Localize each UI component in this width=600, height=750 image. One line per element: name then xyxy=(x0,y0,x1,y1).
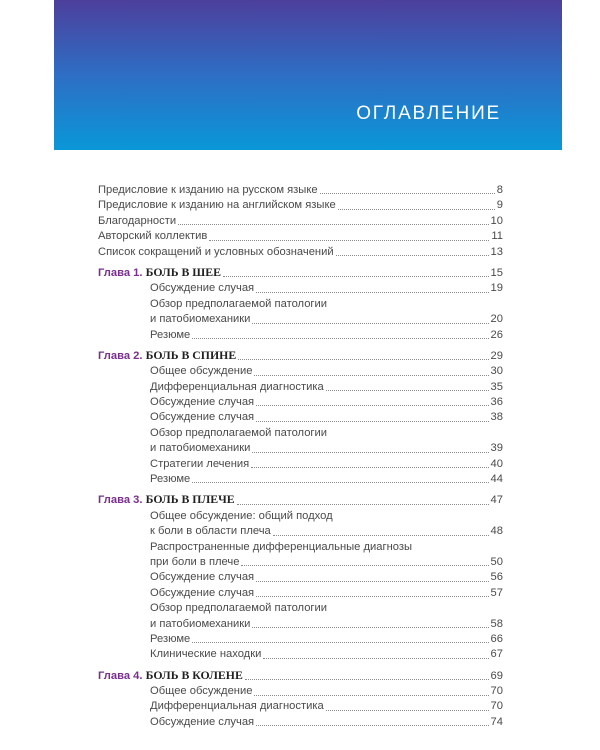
dot-leader xyxy=(256,581,488,582)
toc-entry-title: и патобиомеханики xyxy=(150,442,251,455)
toc-page-number: 30 xyxy=(490,365,503,378)
toc-entry-title: при боли в плече xyxy=(150,555,240,568)
chapter-entry[interactable] xyxy=(98,349,503,364)
toc-entry[interactable] xyxy=(98,410,503,425)
toc-entry-title: Общее обсуждение xyxy=(150,685,253,698)
toc-entry-title: Дифференциальная диагностика xyxy=(150,380,324,393)
chapter-heading xyxy=(98,265,221,281)
toc-page-number: 39 xyxy=(490,442,503,455)
toc-page-number: 40 xyxy=(490,457,503,470)
toc-entry[interactable] xyxy=(98,328,503,343)
toc-page-number: 20 xyxy=(490,313,503,326)
toc-page-number: 15 xyxy=(490,266,503,279)
book-page xyxy=(54,0,562,750)
toc-entry[interactable] xyxy=(98,700,503,715)
dot-leader xyxy=(252,452,488,453)
dot-leader xyxy=(256,725,488,726)
toc-entry[interactable] xyxy=(98,632,503,647)
dot-leader xyxy=(256,596,488,597)
dot-leader xyxy=(252,323,488,324)
toc-page-number: 9 xyxy=(496,199,503,212)
toc-entry[interactable] xyxy=(98,555,503,570)
toc-entry-title: Обсуждение случая xyxy=(150,282,255,295)
toc-page-number: 69 xyxy=(490,669,503,682)
dot-leader xyxy=(256,405,488,406)
toc-entry[interactable] xyxy=(98,586,503,601)
dot-leader xyxy=(252,627,488,628)
toc-entry-title: Клинические находки xyxy=(150,648,262,661)
front-matter-entry[interactable] xyxy=(98,229,503,244)
toc-entry-title: Обсуждение случая xyxy=(150,715,255,728)
toc-entry-title: Авторский коллектив xyxy=(98,230,208,243)
toc-entry-title: Обсуждение случая xyxy=(150,586,255,599)
toc-entry[interactable] xyxy=(98,364,503,379)
front-matter-entry[interactable] xyxy=(98,198,503,213)
toc-entry[interactable] xyxy=(98,380,503,395)
toc-page-number: 66 xyxy=(490,632,503,645)
toc-entry-first-line[interactable]: Обзор предполагаемой патологии xyxy=(150,297,327,310)
toc-entry[interactable] xyxy=(98,441,503,456)
dot-leader xyxy=(254,695,488,696)
toc-entry-first-line[interactable]: Распространенные дифференциальные диагнозы xyxy=(150,540,413,553)
toc-page-number: 26 xyxy=(490,328,503,341)
dot-leader xyxy=(245,679,489,680)
toc-entry[interactable] xyxy=(98,395,503,410)
dot-leader xyxy=(254,375,488,376)
dot-leader xyxy=(336,255,489,256)
front-matter-entry[interactable] xyxy=(98,214,503,229)
dot-leader xyxy=(256,292,488,293)
dot-leader xyxy=(338,209,495,210)
toc-page-number: 50 xyxy=(490,555,503,568)
dot-leader xyxy=(238,359,488,360)
dot-leader xyxy=(320,193,495,194)
toc-page-number: 8 xyxy=(496,183,503,196)
front-matter-entry[interactable] xyxy=(98,245,503,260)
toc-page-number: 58 xyxy=(490,617,503,630)
dot-leader xyxy=(273,535,489,536)
dot-leader xyxy=(178,224,488,225)
dot-leader xyxy=(263,658,488,659)
toc-page-number: 29 xyxy=(490,349,503,362)
chapter-title: БОЛЬ В СПИНЕ xyxy=(145,347,237,362)
dot-leader xyxy=(223,276,489,277)
dot-leader xyxy=(326,710,489,711)
header-banner xyxy=(54,0,562,150)
chapter-title: БОЛЬ В ШЕЕ xyxy=(145,264,221,279)
chapter-entry[interactable] xyxy=(98,669,503,684)
toc-entry-title: Обсуждение случая xyxy=(150,396,255,409)
chapter-entry[interactable] xyxy=(98,266,503,281)
dot-leader xyxy=(241,565,488,566)
toc-entry[interactable] xyxy=(98,472,503,487)
toc-entry-first-line[interactable]: Обзор предполагаемой патологии xyxy=(150,602,327,615)
chapter-title: БОЛЬ В КОЛЕНЕ xyxy=(145,667,243,682)
toc-page-number: 47 xyxy=(490,494,503,507)
dot-leader xyxy=(251,467,488,468)
toc-entry-title: и патобиомеханики xyxy=(150,617,251,630)
toc-entry-title: и патобиомеханики xyxy=(150,313,251,326)
toc-page-number: 11 xyxy=(491,230,503,243)
toc-page-number: 70 xyxy=(490,685,503,698)
toc-entry-title: Обсуждение случая xyxy=(150,571,255,584)
toc-entry-title: Общее обсуждение xyxy=(150,365,253,378)
toc-entry-title: к боли в области плеча xyxy=(150,525,271,538)
dot-leader xyxy=(192,642,488,643)
toc-page-number: 44 xyxy=(490,473,503,486)
toc-entry-title: Резюме xyxy=(150,632,191,645)
page-title: ОГЛАВЛЕНИЕ xyxy=(356,103,501,124)
dot-leader xyxy=(192,338,488,339)
toc-page-number: 70 xyxy=(490,700,503,713)
dot-leader xyxy=(192,482,488,483)
toc-entry[interactable] xyxy=(98,715,503,730)
chapter-label: Глава 1. xyxy=(98,266,143,279)
toc-page-number: 48 xyxy=(490,525,503,538)
toc-entry-title: Предисловие к изданию на английском языке xyxy=(98,199,336,212)
chapter-entry[interactable] xyxy=(98,493,503,508)
chapter-heading xyxy=(98,348,236,364)
table-of-contents xyxy=(98,183,503,730)
toc-page-number: 67 xyxy=(490,648,503,661)
chapter-label: Глава 3. xyxy=(98,494,143,507)
toc-entry[interactable] xyxy=(98,457,503,472)
dot-leader xyxy=(256,421,488,422)
dot-leader xyxy=(326,390,489,391)
toc-entry-title: Обсуждение случая xyxy=(150,411,255,424)
toc-entry[interactable] xyxy=(98,647,503,662)
toc-entry[interactable] xyxy=(98,281,503,296)
toc-entry[interactable] xyxy=(98,570,503,585)
toc-entry-title: Стратегии лечения xyxy=(150,457,250,470)
toc-entry-title: Резюме xyxy=(150,473,191,486)
front-matter-entry[interactable] xyxy=(98,183,503,198)
toc-page-number: 19 xyxy=(490,282,503,295)
toc-entry[interactable] xyxy=(98,524,503,539)
toc-page-number: 13 xyxy=(490,245,503,258)
toc-entry-title: Резюме xyxy=(150,328,191,341)
toc-entry-title: Список сокращений и условных обозначений xyxy=(98,245,334,258)
toc-entry-title: Предисловие к изданию на русском языке xyxy=(98,183,318,196)
dot-leader xyxy=(237,504,489,505)
chapter-label: Глава 2. xyxy=(98,349,143,362)
toc-entry-title: Дифференциальная диагностика xyxy=(150,700,324,713)
toc-page-number: 36 xyxy=(490,396,503,409)
toc-entry[interactable] xyxy=(98,617,503,632)
chapter-label: Глава 4. xyxy=(98,669,143,682)
chapter-heading xyxy=(98,492,235,508)
toc-page-number: 10 xyxy=(490,214,503,227)
toc-entry-first-line[interactable]: Обзор предполагаемой патологии xyxy=(150,426,327,439)
toc-entry[interactable] xyxy=(98,312,503,327)
toc-entry[interactable] xyxy=(98,684,503,699)
toc-entry-title: Благодарности xyxy=(98,214,177,227)
chapter-title: БОЛЬ В ПЛЕЧЕ xyxy=(145,492,235,507)
dot-leader xyxy=(209,240,489,241)
toc-entry-first-line[interactable]: Общее обсуждение: общий подход xyxy=(150,509,333,522)
chapter-heading xyxy=(98,668,243,684)
toc-page-number: 38 xyxy=(490,411,503,424)
toc-page-number: 57 xyxy=(490,586,503,599)
toc-page-number: 74 xyxy=(490,715,503,728)
toc-page-number: 56 xyxy=(490,571,503,584)
toc-page-number: 35 xyxy=(490,380,503,393)
